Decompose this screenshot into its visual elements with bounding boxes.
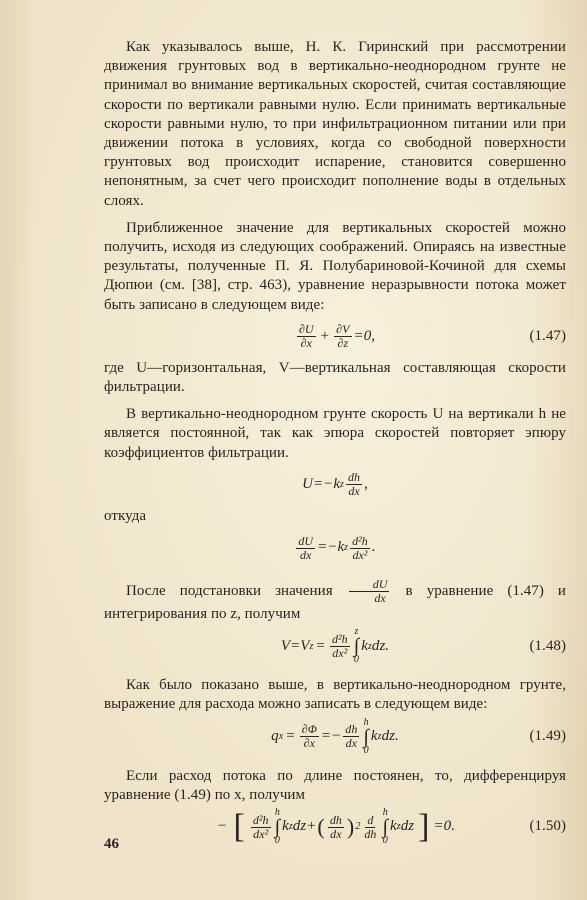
- equation-number: (1.47): [529, 328, 566, 345]
- paragraph-8: Если расход потока по длине постоянен, то, дифференцируя уравнение (1.49) по x, получим: [104, 767, 566, 803]
- inline-frac-du-dx: $\frac{dU}{dx}$: [349, 578, 390, 605]
- equation-u: U=−k z $\frac{dh}{dx}$ ,: [302, 470, 368, 499]
- integral-sign: h ∫ 0: [274, 807, 281, 847]
- integral-sign: h ∫ 0: [382, 807, 389, 847]
- equation-number: (1.50): [529, 818, 566, 835]
- equation-1-49: q x = $\frac{\partial\Phi}{\partial x}$ =− $\frac{dh}{dx}$ h ∫ 0 k z dz. (1.49): [271, 716, 566, 756]
- paragraph-2: Приближенное значение для вертикальных скоростей можно получить, исходя из следующих соображений. Опираясь на известные результаты, полученные П. Я. Полубариновой-Кочиной для схемы Дюпюи (см. [38], стр. 463), уравнение неразрывности потока может быть записано в следующем виде:: [104, 219, 566, 313]
- frac-dh-dx-2: $\frac{dh}{dx}$: [345, 722, 358, 751]
- equation-number: (1.49): [529, 728, 566, 745]
- equation-1-47: $\frac{\partial U}{\partial x}$ + $\frac{\partial V}{\partial z}$ =0, (1.47): [298, 322, 566, 351]
- paragraph-3: где U—горизонтальная, V—вертикальная составляющая скорости фильтрации.: [104, 359, 566, 396]
- frac-du-dx: $\frac{\partial U}{\partial x}$: [298, 322, 314, 351]
- page-number: 46: [104, 836, 119, 852]
- integral-sign: z ∫ 0: [353, 626, 360, 666]
- paragraph-1: Как указывалось выше, Н. К. Гиринский при рассмотрении движения грунтовых вод в вертикально-неоднородном грунте не принимал во внимание вертикальных скоростей, считая составляющие скорости по вертикали равными нулю. Если принимать вертикальные скорости равными нулю, то при инфильтрационном питании или при движении потока в условиях, когда со свободной поверхности грунтовых вод происходит испарение, становится совершенно непонятным, за счет чего происходит пополнение воды в отдельных слоях.: [104, 39, 566, 209]
- equation-1-48: V=V z = $\frac{\text{d²h}}{\text{dx²}}$ z ∫ 0 k z dz. (1.48): [280, 626, 566, 666]
- frac-d2h-dx2-2: $\frac{\text{d²h}}{\text{dx²}}$: [331, 631, 348, 660]
- equation-1-50: − [ $\frac{\text{d²h}}{\text{dx²}}$ h ∫ 0 k z dz+ ( $\frac{dh}{dx}$ ) 2 $\frac{d}{dh}$ h ∫ 0 k z dz ] =0. (1.50): [217, 807, 566, 847]
- paragraph-4: В вертикально-неоднородном грунте скорость U на вертикали h не является постоянной, так как эпюра скоростей повторяет эпюру коэффициентов фильтрации.: [104, 406, 566, 461]
- frac-dv-dz: $\frac{\partial V}{\partial z}$: [336, 322, 350, 351]
- frac-dh-dx-3: $\frac{dh}{dx}$: [329, 812, 342, 841]
- frac-dphi-dx: $\frac{\partial\Phi}{\partial x}$: [301, 722, 317, 751]
- frac-du-dx-2: $\frac{dU}{dx}$: [298, 533, 314, 562]
- equation-du-dx: $\frac{dU}{dx}$ =−k z $\frac{\text{d²h}}{\text{dx²}}$ .: [298, 533, 376, 562]
- paragraph-7: Как было показано выше, в вертикально-неоднородном грунте, выражение для расхода можно записать в следующем виде:: [104, 677, 566, 713]
- paragraph-6: После подстановки значения $\frac{dU}{dx}$ в уравнение (1.47) и интегрирования по z, получим: [104, 577, 566, 623]
- frac-dh-dx: $\frac{dh}{dx}$: [347, 470, 361, 499]
- integral-sign: h ∫ 0: [363, 716, 369, 756]
- page-content: [104, 38, 566, 849]
- frac-d2h-dx2: $\frac{\text{d²h}}{\text{dx²}}$: [352, 533, 368, 562]
- frac-d-dh: $\frac{d}{dh}$: [364, 812, 377, 841]
- frac-d2h-dx2-3: $\frac{\text{d²h}}{\text{dx²}}$: [252, 812, 269, 841]
- paragraph-5: откуда: [104, 507, 147, 524]
- equation-number: (1.48): [529, 637, 566, 654]
